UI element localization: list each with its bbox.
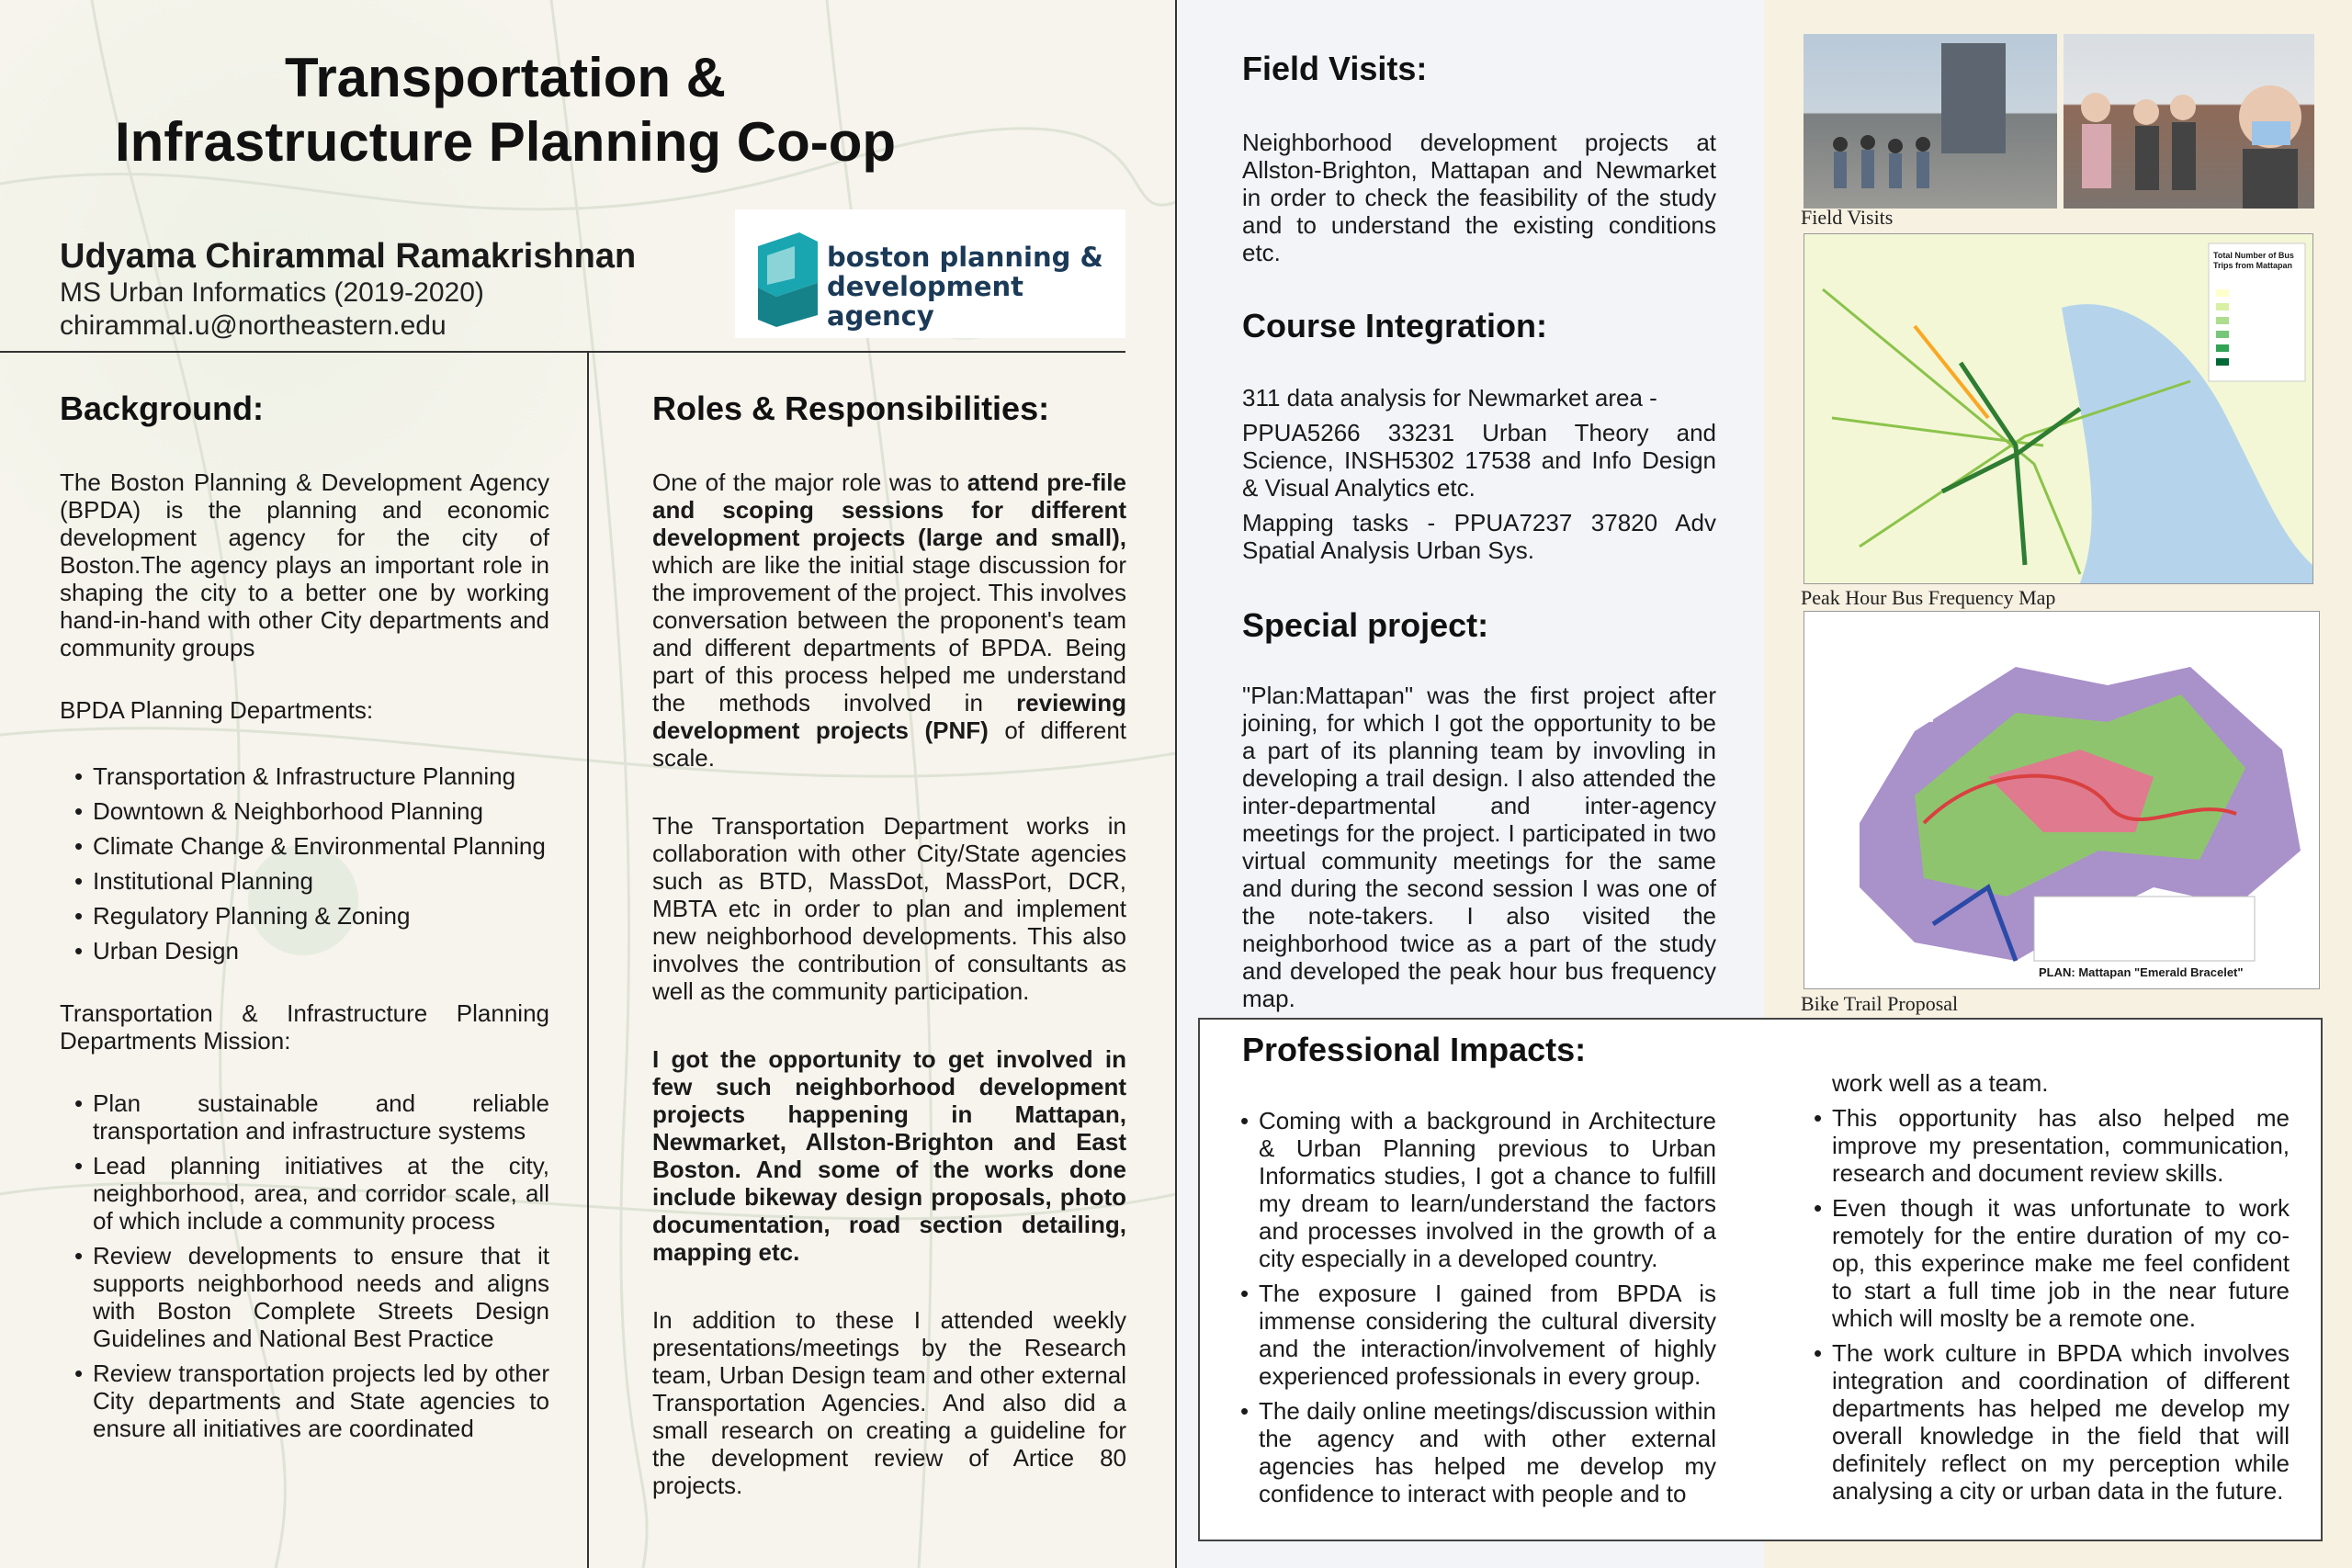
- roles-para-2: The Transportation Department works in collaboration with other City/State agencies such as BTD, MassDot, MassPort, DCR, MBTA etc in order to plan and implement new neighborhood developments. This also involves the contribution of consultants as well as the community participation.: [652, 812, 1126, 1005]
- column-divider-2: [1175, 0, 1177, 1568]
- list-item: • Coming with a background in Architecture & Urban Planning previous to Urban Informatics studies, I got a chance to fulfill my dream to learn/understand the factors and processes involved in the growth of a city especially in a developed country.: [1259, 1107, 1716, 1272]
- bus-frequency-map: [1804, 233, 2313, 584]
- column-divider: [587, 351, 589, 1568]
- list-item: • Review developments to ensure that it supports neighborhood needs and aligns with Boston Complete Streets Design Guidelines and National Best Practice: [93, 1242, 549, 1352]
- bus-map-caption: Peak Hour Bus Frequency Map: [1801, 586, 2056, 609]
- list-item: • Plan sustainable and reliable transportation and infrastructure systems: [93, 1089, 549, 1145]
- list-item: • Even though it was unfortunate to work remotely for the entire duration of my co-op, this experince make me feel confident to start a full time job in the near future which will moslty be a remote one.: [1832, 1194, 2290, 1332]
- photo-illustration: [2064, 34, 2314, 209]
- poster-title: Transportation & Infrastructure Planning Co-op: [114, 47, 897, 173]
- roles-section: [652, 468, 1126, 1540]
- impacts-continued: work well as a team.: [1832, 1069, 2049, 1097]
- special-text: "Plan:Mattapan" was the first project after joining, for which I got the opportunity to be a part of its planning team by invovling in developing a trail design. I also attended the inter-departmental and inter-agency meetings for the project. I participated in two virtual community meetings for the same and during the second session I was one of the note-takers. I also visited the neighborhood twice as a part of the study and developed the peak hour bus frequency map.: [1242, 682, 1716, 1012]
- course-line-2: PPUA5266 33231 Urban Theory and Science, INSH5302 17538 and Info Design & Visual Analytics etc.: [1242, 419, 1716, 502]
- bike-trail-map: [1804, 611, 2320, 989]
- list-item: • Lead planning initiatives at the city, neighborhood, area, and corridor scale, all of which include a community process: [93, 1152, 549, 1235]
- roles-para-4: In addition to these I attended weekly presentations/meetings by the Research team, Urban Design team and other external Transportation Agencies. And also did a small research on creating a guideline for the development review of Artice 80 projects.: [652, 1306, 1126, 1499]
- trail-map-label: PLAN: Mattapan "Emerald Bracelet": [2039, 965, 2244, 979]
- bus-map-legend-title: Total Number of Bus Trips from Mattapan: [2213, 251, 2294, 270]
- list-item: • Institutional Planning: [93, 867, 549, 895]
- background-section: [60, 468, 549, 1450]
- logo-line1: boston planning &: [827, 242, 1103, 273]
- list-item: • Transportation & Infrastructure Planning: [93, 762, 549, 790]
- list-item: • Climate Change & Environmental Planning: [93, 832, 549, 860]
- course-line-3: Mapping tasks - PPUA7237 37820 Adv Spatial Analysis Urban Sys.: [1242, 509, 1716, 564]
- course-heading: Course Integration:: [1242, 307, 1548, 344]
- list-item: • Review transportation projects led by other City departments and State agencies to ensure all initiatives are coordinated: [93, 1359, 549, 1442]
- background-para: The Boston Planning & Development Agency (BPDA) is the planning and economic development agency for the city of Boston.The agency plays an important role in shaping the city to a better one by working hand-in-hand with other City departments and community groups: [60, 468, 549, 661]
- impacts-heading: Professional Impacts:: [1242, 1031, 1587, 1068]
- header-divider: [0, 351, 1125, 353]
- field-photo-group: [1804, 34, 2057, 209]
- list-item: • The exposure I gained from BPDA is immense considering the cultural diversity and the interaction/involvement of highly experienced professionals in every group.: [1259, 1280, 1716, 1390]
- list-item: • Regulatory Planning & Zoning: [93, 902, 549, 930]
- field-visits-caption: Field Visits: [1801, 206, 1894, 229]
- trail-map-caption: Bike Trail Proposal: [1801, 992, 1959, 1015]
- special-heading: Special project:: [1242, 606, 1489, 644]
- list-item: • The work culture in BPDA which involves integration and coordination of different departments has helped me develop my overall knowledge in the field that will definitely reflect on my perception while analysing a city or urban data in the future.: [1832, 1339, 2290, 1505]
- logo-mark-icon: [749, 228, 822, 329]
- roles-heading: Roles & Responsibilities:: [652, 389, 1050, 427]
- list-item: • The daily online meetings/discussion within the agency and with other external agencies has helped me develop my confidence to interact with people and to: [1259, 1397, 1716, 1507]
- field-visits-heading: Field Visits:: [1242, 50, 1428, 87]
- field-photo-selfie: [2064, 34, 2314, 209]
- mission-heading: Transportation & Infrastructure Planning Departments Mission:: [60, 999, 549, 1055]
- field-visits-text: Neighborhood development projects at Allston-Brighton, Mattapan and Newmarket in order to check the feasibility of the study and to understand the existing conditions etc.: [1242, 129, 1716, 266]
- course-line-1: 311 data analysis for Newmarket area -: [1242, 384, 1657, 412]
- author-email[interactable]: chirammal.u@northeastern.edu: [60, 310, 447, 341]
- impacts-left: [1242, 1107, 1716, 1515]
- author-program: MS Urban Informatics (2019-2020): [60, 277, 484, 308]
- mission-list: [60, 1089, 549, 1442]
- background-heading: Background:: [60, 389, 265, 427]
- list-item: • Downtown & Neighborhood Planning: [93, 797, 549, 825]
- trail-map-illustration: [1804, 612, 2319, 988]
- bus-map-illustration: [1804, 234, 2312, 583]
- logo-line2: development agency: [827, 271, 1024, 332]
- list-item: • Urban Design: [93, 937, 549, 964]
- photo-illustration: [1804, 34, 2057, 209]
- roles-para-1: One of the major role was to attend pre-file and scoping sessions for different development projects (large and small), which are like the initial stage discussion for the improvement of the project. This involves conversation between the proponent's team and different departments of BPDA. Being part of this process helped me understand the methods involved in reviewing development projects (PNF) of different scale.: [652, 468, 1127, 772]
- list-item: • This opportunity has also helped me improve my presentation, communication, research and document review skills.: [1832, 1104, 2290, 1187]
- author-name: Udyama Chirammal Ramakrishnan: [60, 237, 637, 276]
- impacts-right: [1815, 1069, 2290, 1512]
- departments-heading: BPDA Planning Departments:: [60, 696, 374, 724]
- departments-list: [60, 762, 549, 964]
- bpda-logo: [735, 209, 1125, 338]
- course-section: [1242, 384, 1716, 564]
- roles-para-3: I got the opportunity to get involved in few such neighborhood development projects happening in Mattapan, Newmarket, Allston-Brighton and East Boston. And some of the works done include bikeway design proposals, photo documentation, road section detailing, mapping etc.: [652, 1045, 1126, 1266]
